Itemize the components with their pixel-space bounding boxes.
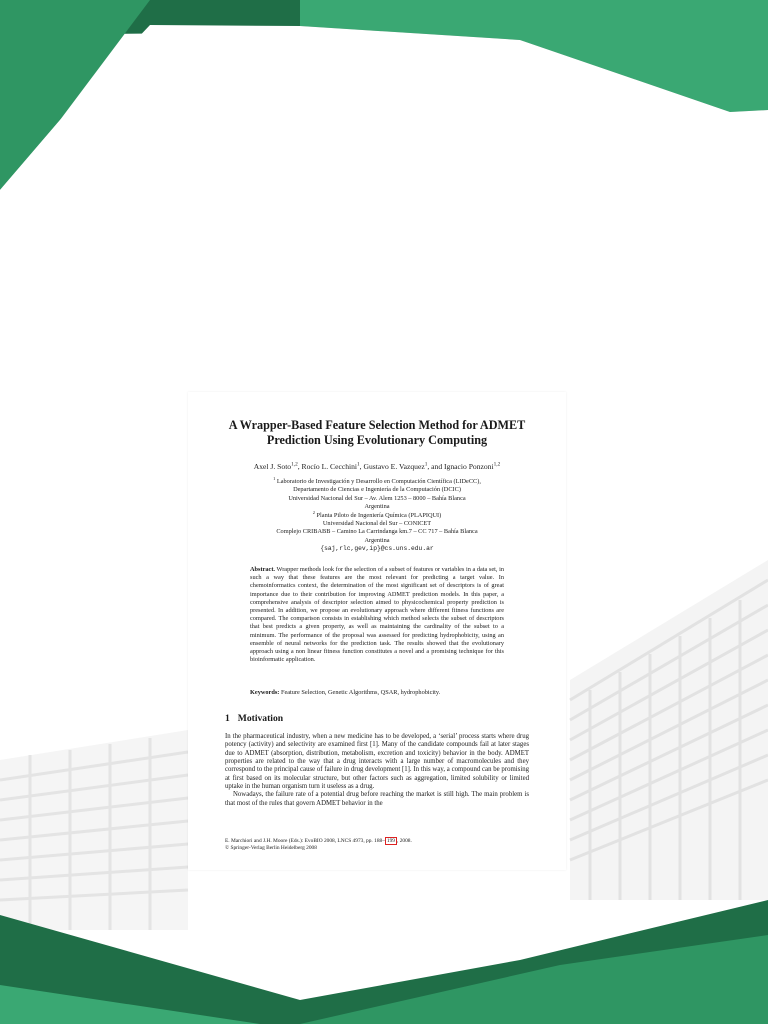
author-1-affil: 1,2 xyxy=(291,461,298,468)
affil-line4: Argentina xyxy=(364,503,390,511)
keywords-text: Feature Selection, Genetic Algorithms, QSAR, hydrophobicity. xyxy=(280,689,441,696)
abstract-label: Abstract. xyxy=(250,566,276,573)
abstract-text: Wrapper methods look for the selection of a subset of features or variables in a data set, in such a way that these features are the most relevant for predicting a target value. In chemoinformatics context, the determination of the most significant set of descriptors is of great importance due to their contribution for improving ADMET prediction models. In this paper, a comprehensive analysis of descriptor selection aimed to physicochemical property prediction is presented. In addition, we propose an evolutionary approach where different fitness functions are compared. The comparison consists in establishing which method selects the subset of descriptors that best predicts a given property, as well as maintaining the cardinality of the subset to a minimum. The performance of the proposal was assessed for predicting hydrophobicity, using an ensemble of neural networks for the prediction task. The results showed that the evolutionary approach using a non linear fitness function constitutes a novel and a promising technique for this bioinformatic application. xyxy=(250,566,505,664)
affil-line2: Departamento de Ciencias e Ingeniería de la Computación (DCIC) xyxy=(293,486,461,494)
affil-line5 xyxy=(208,509,546,520)
body-text xyxy=(225,733,529,808)
affil-line8: Argentina xyxy=(364,536,390,544)
paper-title-line2: Prediction Using Evolutionary Computing xyxy=(266,433,488,447)
keywords xyxy=(250,689,504,697)
footer-copyright: © Springer-Verlag Berlin Heidelberg 2008 xyxy=(225,845,317,851)
section-number: 1 xyxy=(225,713,230,724)
footer-citation xyxy=(225,838,529,845)
affil-line7: Complejo CRIBABB – Camino La Carrindanga km.7 – CC 717 – Bahía Blanca xyxy=(276,528,478,536)
affil-line3: Universidad Nacional del Sur – Av. Alem 1253 – 8000 – Bahía Blanca xyxy=(288,494,466,502)
body-paragraph-1: In the pharmaceutical industry, when a new medicine has to be developed, a ‘serial’ process starts where drug potency (activity) and selectivity are examined first [1]. Many of the candidate compounds fail at later stages due to ADMET (absorption, distribution, metabolism, excretion and toxicity) behavior in the body. ADMET properties are related to the way that a drug interacts with a large number of macromolecules and they correspond to the principal cause of failure in drug development [1]. In this way, a compound can be promising at first based on its molecular structure, but other factors such as aggregation, limited solubility or limited uptake in the human organism turn it useless as a drug. xyxy=(225,733,529,791)
building-graphic-left xyxy=(0,730,188,930)
footer-page-link[interactable]: 199 xyxy=(386,838,395,844)
author-4-affil: 1,2 xyxy=(493,461,501,468)
affil-line1 xyxy=(208,475,546,486)
author-4: Ignacio Ponzoni xyxy=(444,462,494,471)
body-paragraph-2: Nowadays, the failure rate of a potential drug before reaching the market is still high. The main problem is that most of the rules that govern ADMET behavior in the xyxy=(225,791,529,807)
affil-line6: Universidad Nacional del Sur – CONICET xyxy=(322,520,432,528)
author-and: and xyxy=(431,462,443,471)
author-1: Axel J. Soto xyxy=(253,462,292,471)
keywords-label: Keywords: xyxy=(250,689,280,696)
author-3: Gustavo E. Vazquez xyxy=(363,462,425,471)
paper-title-line1: A Wrapper-Based Feature Selection Method for ADMET xyxy=(228,418,526,432)
author-email: {saj,rlc,gev,ip}@cs.uns.edu.ar xyxy=(320,545,434,553)
page-footer xyxy=(225,838,529,852)
footer-citation-pre: E. Marchiori and J.H. Moore (Eds.): EvoBIO 2008, LNCS 4973, pp. 188– xyxy=(225,838,385,844)
author-2: Rocío L. Cecchini xyxy=(301,462,358,471)
section-title: Motivation xyxy=(237,713,284,724)
author-2-affil: 1 xyxy=(357,461,360,468)
paper-title xyxy=(208,418,546,448)
author-3-affil: 1 xyxy=(424,461,428,468)
affiliations xyxy=(208,475,546,554)
affil-sup1: 1 xyxy=(273,475,276,481)
section-heading xyxy=(225,713,525,725)
affil-line5-text: Planta Piloto de Ingeniería Química (PLAPIQUI) xyxy=(316,511,442,519)
abstract xyxy=(250,566,504,664)
affil-sup2: 2 xyxy=(312,509,315,515)
paper-page xyxy=(188,392,566,870)
footer-citation-post: , 2008. xyxy=(397,838,412,844)
author-list: Axel J. Soto$^{1,2}$, Rocío L. Cecchini$^1$, Gustavo E. Vazquez$^1$, and Ignacio Ponzoni$^{1,2}$ xyxy=(253,461,501,471)
affil-line1-text: Laboratorio de Investigación y Desarrollo en Computación Científica (LIDeCC), xyxy=(276,478,481,485)
